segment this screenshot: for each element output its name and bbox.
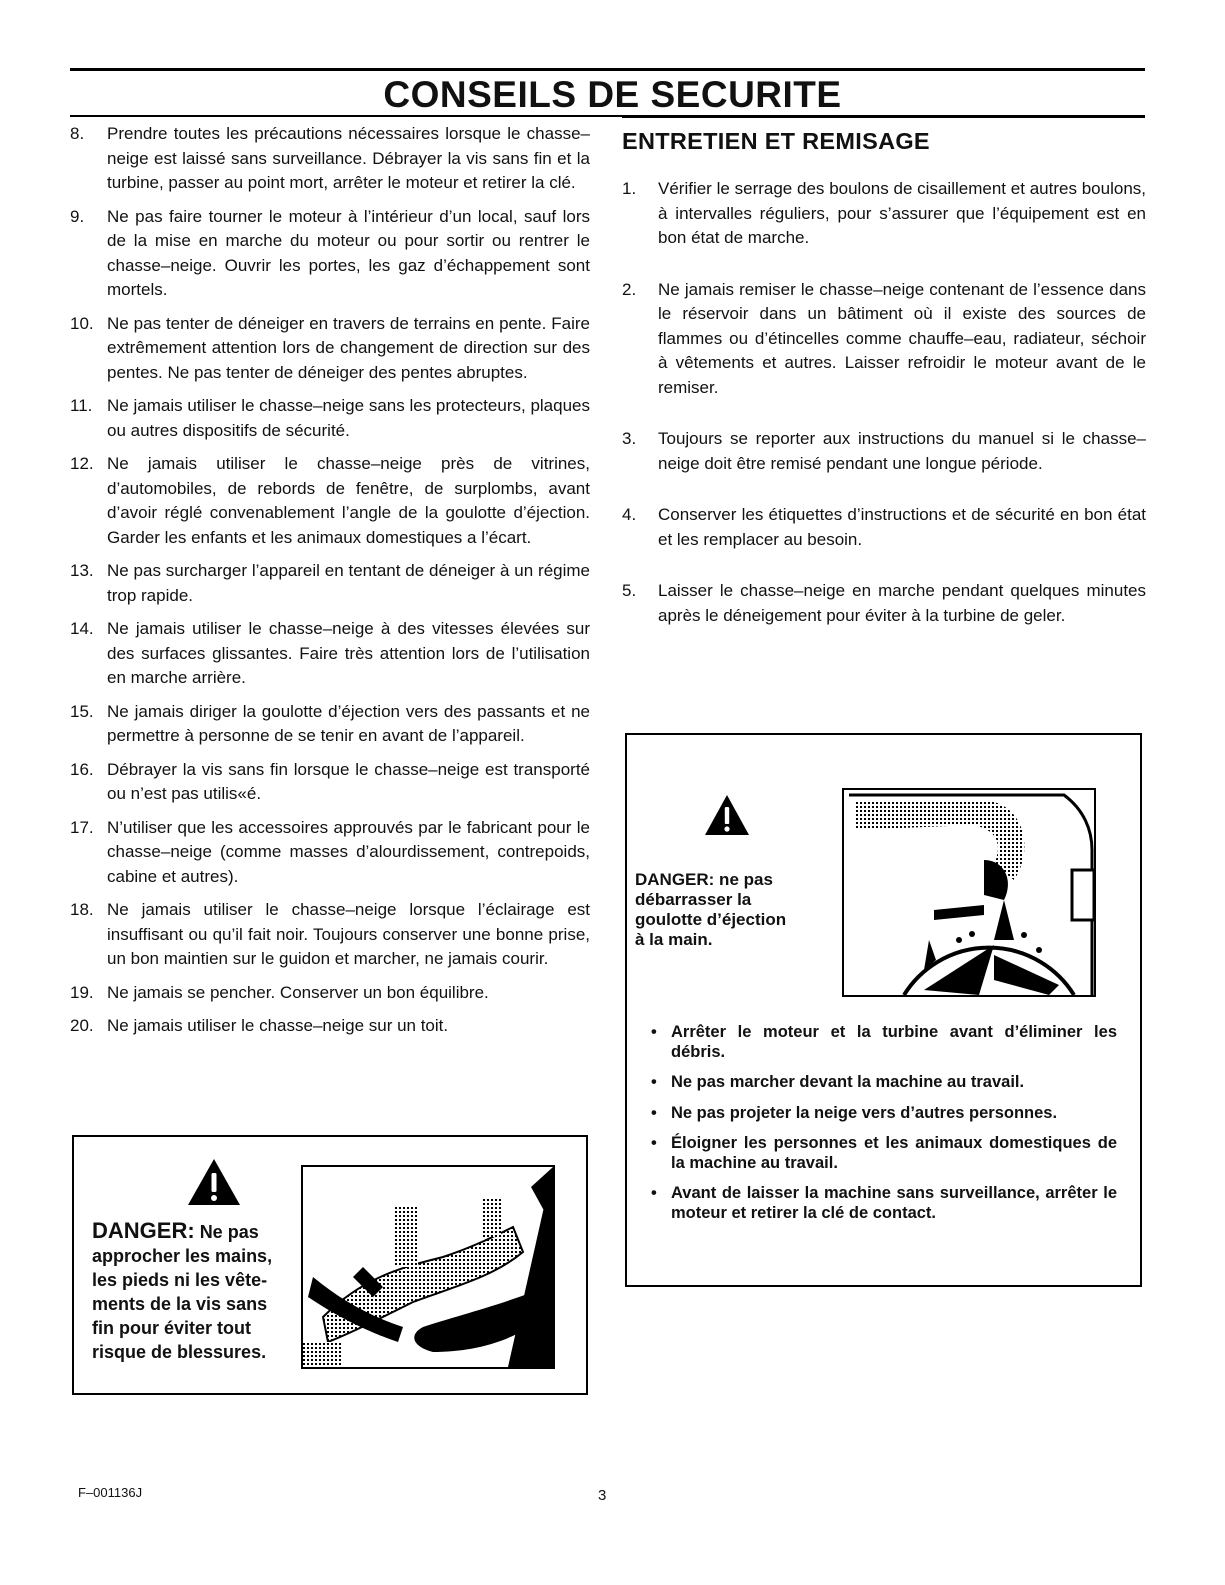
warning-triangle-icon: [186, 1157, 242, 1212]
auger-hazard-illustration: [301, 1165, 555, 1369]
danger-line: DANGER: ne pas: [635, 870, 773, 889]
list-item-number: 17.: [70, 817, 94, 837]
safety-item-20: [70, 1014, 590, 1039]
list-item-text: Toujours se reporter aux instructions du manuel si le chasse–neige doit être remisé pendant une longue période.: [658, 429, 1146, 473]
list-item-number: 9.: [70, 206, 85, 226]
danger-bullet-text: Ne pas marcher devant la machine au travail.: [671, 1073, 1025, 1091]
list-item-text: Ne jamais utiliser le chasse–neige à des vitesses élevées sur des surfaces glissantes. Faire très attention lors de l’utilisation en marche arrière.: [107, 619, 590, 687]
danger-line: à la main.: [635, 930, 713, 949]
safety-item-10: [70, 312, 590, 386]
danger-box-auger: [72, 1135, 588, 1395]
page-number: 3: [598, 1487, 607, 1504]
list-item-text: Laisser le chasse–neige en marche pendant quelques minutes après le déneigement pour éviter à la turbine de geler.: [658, 581, 1146, 625]
list-item-number: 19.: [70, 982, 94, 1002]
safety-item-8: [70, 122, 590, 196]
safety-item-9: [70, 205, 590, 303]
danger-bullet-text: Ne pas projeter la neige vers d’autres personnes.: [671, 1103, 1058, 1122]
danger-bullet-list: [649, 1023, 1117, 1234]
list-item-number: 4.: [622, 505, 637, 524]
footer-document-code: F–001136J: [78, 1485, 143, 1500]
danger-bullet-text: Éloigner les personnes et les animaux domestiques de la machine au travail.: [671, 1134, 1117, 1172]
list-item-text: Ne pas faire tourner le moteur à l’intérieur d’un local, sauf lors de la mise en marche du moteur ou pour sortir ou rentrer le chasse–neige. Ouvrir les portes, les gaz d’échappement sont mortels.: [107, 206, 590, 299]
safety-list: [70, 122, 590, 1039]
list-item-number: 12.: [70, 454, 94, 473]
list-item-number: 8.: [70, 124, 85, 143]
page-title: CONSEILS DE SECURITE: [383, 74, 842, 115]
bullet-dot-icon: •: [651, 1103, 657, 1122]
list-item-number: 20.: [70, 1016, 94, 1035]
safety-item-16: [70, 758, 590, 807]
safety-item-17: [70, 816, 590, 890]
danger-bullet-text: Arrêter le moteur et la turbine avant d’éliminer les débris.: [671, 1023, 1117, 1061]
safety-item-13: [70, 559, 590, 608]
list-item-number: 1.: [622, 179, 637, 198]
bullet-dot-icon: •: [651, 1184, 657, 1202]
list-item-number: 14.: [70, 619, 94, 638]
list-item-text: Débrayer la vis sans fin lorsque le chasse–neige est transporté ou n’est pas utilis«é.: [107, 759, 590, 803]
list-item-text: Vérifier le serrage des boulons de cisaillement et autres boulons, à intervalles réguliers, pour s’assurer que l’équipement est en bon état de marche.: [658, 179, 1146, 247]
danger-line: débarrasser la: [635, 890, 752, 909]
danger-label-rest: Ne pas: [199, 1222, 259, 1242]
maintenance-list: [622, 177, 1146, 628]
danger-line: les pieds ni les vête-: [92, 1270, 268, 1290]
list-item-number: 3.: [622, 429, 637, 448]
list-item-text: Ne jamais utiliser le chasse–neige sans les protecteurs, plaques ou autres dispositifs de sécurité.: [107, 396, 590, 440]
list-item-text: Prendre toutes les précautions nécessaires lorsque le chasse–neige est laissé sans surveillance. Débrayer la vis sans fin et la turbine, passer au point mort, arrêter le moteur et retirer la clé.: [107, 124, 590, 192]
danger-box-chute: [625, 733, 1142, 1287]
right-column: [622, 122, 1146, 655]
top-rule: [70, 68, 1145, 71]
maintenance-item-1: [622, 177, 1146, 251]
list-item-number: 16.: [70, 759, 94, 779]
list-item-number: 15.: [70, 701, 94, 721]
danger-bullet: [649, 1134, 1117, 1173]
section-heading-maintenance: ENTRETIEN ET REMISAGE: [622, 128, 930, 154]
safety-item-18: [70, 898, 590, 972]
danger-bullet: [649, 1023, 1117, 1062]
danger-line: approcher les mains,: [92, 1246, 273, 1266]
danger-message-chute: [635, 870, 845, 950]
danger-message-auger: [92, 1219, 304, 1364]
danger-bullet: [649, 1073, 1117, 1093]
chute-hazard-illustration: [842, 788, 1096, 997]
danger-bullet-text: Avant de laisser la machine sans surveillance, arrêter le moteur et retirer la clé de contact.: [671, 1184, 1117, 1222]
safety-item-11: [70, 394, 590, 443]
maintenance-item-3: [622, 427, 1146, 476]
safety-item-14: [70, 617, 590, 691]
danger-line: goulotte d’éjection: [635, 910, 787, 929]
danger-bullet: [649, 1104, 1117, 1124]
list-item-number: 13.: [70, 561, 94, 580]
list-item-text: Ne jamais se pencher. Conserver un bon équilibre.: [107, 982, 489, 1002]
safety-item-12: [70, 452, 590, 550]
list-item-number: 10.: [70, 313, 94, 333]
left-column: [70, 122, 590, 1048]
list-item-text: Ne jamais remiser le chasse–neige contenant de l’essence dans le réservoir dans un bâtiment où il existe des sources de flammes ou d’étincelles comme chauffe–eau, radiateur, séchoir à vêtements et autres. Laisser refroidir le moteur avant de le remiser.: [658, 279, 1146, 397]
list-item-text: Ne jamais diriger la goulotte d’éjection vers des passants et ne permettre à personne de se tenir en avant de l’appareil.: [107, 701, 590, 745]
list-item-text: Ne pas tenter de déneiger en travers de terrains en pente. Faire extrêmement attention lors de changement de direction sur des pentes. Ne pas tenter de déneiger des pentes abruptes.: [107, 313, 590, 382]
maintenance-item-2: [622, 278, 1146, 401]
safety-item-15: [70, 700, 590, 749]
list-item-number: 18.: [70, 900, 94, 919]
list-item-text: Ne jamais utiliser le chasse–neige sur un toit.: [107, 1016, 449, 1035]
bullet-dot-icon: •: [651, 1134, 657, 1152]
danger-heading: [92, 1219, 304, 1244]
maintenance-item-5: [622, 579, 1146, 628]
danger-bullet: [649, 1184, 1117, 1223]
list-item-text: Ne jamais utiliser le chasse–neige près de vitrines, d’automobiles, de rebords de fenêtre, de surplombs, avant d’avoir réglé convenablement l’angle de la goulotte d’éjection. Garder les enfants et les animaux domestiques a l’écart.: [107, 454, 590, 547]
list-item-text: Ne pas surcharger l’appareil en tentant de déneiger à un régime trop rapide.: [107, 561, 590, 605]
bullet-dot-icon: •: [651, 1073, 657, 1091]
danger-label: DANGER:: [92, 1218, 195, 1243]
maintenance-item-4: [622, 503, 1146, 552]
bullet-dot-icon: •: [651, 1023, 657, 1041]
right-heading-rule: [622, 116, 1145, 118]
list-item-text: N’utiliser que les accessoires approuvés par le fabricant pour le chasse–neige (comme masses d’alourdissement, contrepoids, cabine et autres).: [107, 817, 590, 886]
safety-item-19: [70, 981, 590, 1006]
list-item-number: 2.: [622, 279, 637, 299]
danger-line: risque de blessures.: [92, 1342, 267, 1362]
list-item-number: 5.: [622, 581, 637, 600]
list-item-text: Conserver les étiquettes d’instructions et de sécurité en bon état et les remplacer au besoin.: [658, 505, 1146, 549]
list-item-number: 11.: [70, 396, 93, 415]
list-item-text: Ne jamais utiliser le chasse–neige lorsque l’éclairage est insuffisant ou qu’il fait noir. Toujours conserver une bonne prise, un bon maintien sur le guidon et marcher, ne jamais courir.: [107, 900, 590, 968]
danger-line: fin pour éviter tout: [92, 1318, 251, 1338]
danger-line: ments de la vis sans: [92, 1294, 268, 1314]
warning-triangle-icon: [703, 793, 751, 842]
